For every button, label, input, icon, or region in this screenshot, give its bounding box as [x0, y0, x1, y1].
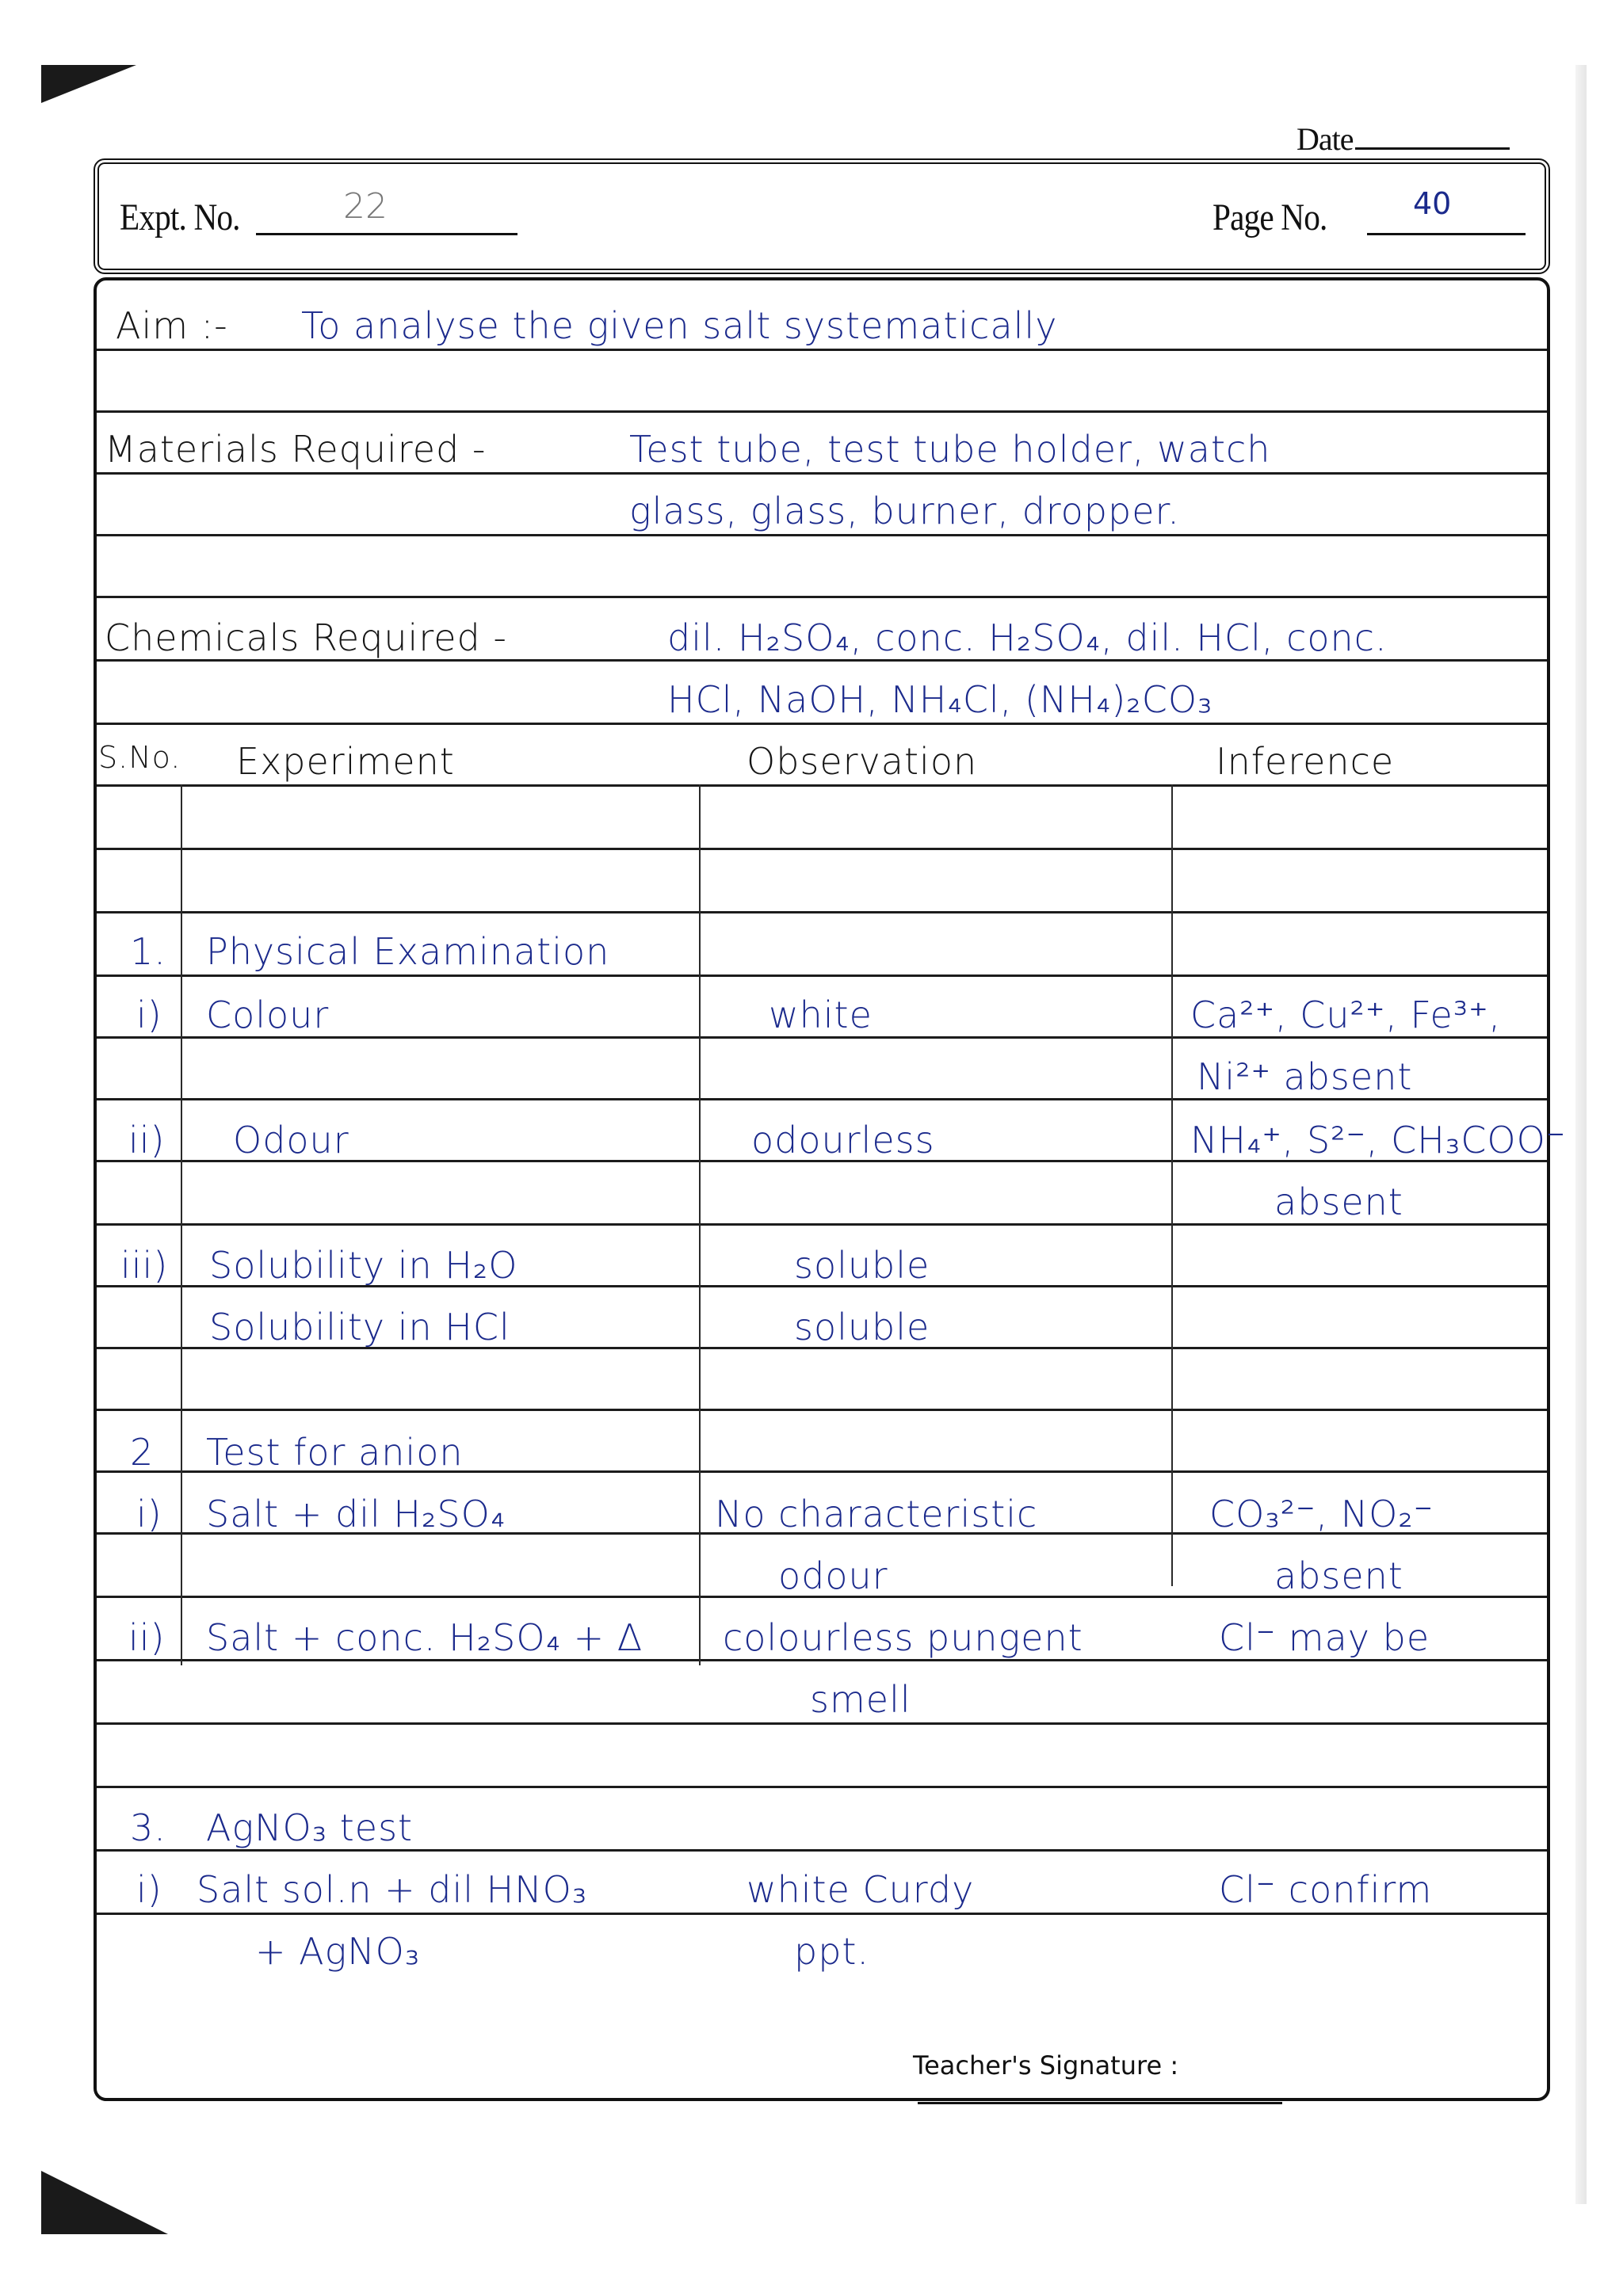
row-sno: i)	[136, 1868, 162, 1911]
row-inference: Cl⁻ may be	[1219, 1616, 1430, 1659]
section-3-number: 3.	[130, 1806, 166, 1849]
ruled-line	[97, 1722, 1547, 1725]
ruled-sheet	[94, 277, 1567, 2101]
scan-corner-artifact	[41, 2171, 168, 2234]
row-experiment: Solubility in HCl	[209, 1306, 510, 1348]
header-observation: Observation	[747, 740, 978, 783]
ruled-line	[97, 1223, 1547, 1226]
page-no-value: 40	[1367, 186, 1526, 235]
row-inference: CO₃²⁻, NO₂⁻	[1209, 1493, 1434, 1535]
scan-corner-artifact	[41, 65, 136, 103]
row-experiment: Salt sol.n + dil HNO₃	[197, 1868, 588, 1911]
section-2-title: Test for anion	[206, 1431, 464, 1474]
ruled-line	[97, 784, 1547, 787]
teacher-signature-field	[913, 2050, 1547, 2111]
column-divider	[1171, 784, 1173, 1586]
header-experiment: Experiment	[236, 740, 455, 783]
teacher-signature-value	[918, 2102, 1282, 2104]
aim-label: Aim :-	[116, 304, 228, 347]
row-observation: ppt.	[794, 1930, 870, 1973]
materials-line-1: Test tube, test tube holder, watch	[629, 428, 1271, 471]
row-observation: white Curdy	[747, 1868, 975, 1911]
ruled-line	[97, 1098, 1547, 1100]
chemicals-line-2: HCl, NaOH, NH₄Cl, (NH₄)₂CO₃	[667, 678, 1213, 721]
row-inference: NH₄⁺, S²⁻, CH₃COO⁻	[1190, 1119, 1567, 1161]
section-1-number: 1.	[130, 930, 166, 973]
row-inference: absent	[1274, 1180, 1403, 1223]
page-no-label: Page No.	[1212, 196, 1327, 238]
ruled-line	[97, 596, 1547, 598]
row-inference: Ca²⁺, Cu²⁺, Fe³⁺,	[1190, 994, 1502, 1036]
row-observation: No characteristic	[715, 1493, 1038, 1535]
experiment-header-box	[94, 158, 1550, 274]
row-inference: Ni²⁺ absent	[1197, 1055, 1413, 1098]
ruled-line	[97, 472, 1547, 475]
date-field	[1296, 120, 1510, 158]
scan-edge-shadow	[1575, 65, 1587, 2204]
row-experiment: Colour	[206, 994, 330, 1036]
row-sno: ii)	[128, 1616, 166, 1659]
row-sno: iii)	[120, 1244, 169, 1287]
ruled-line	[97, 349, 1547, 351]
ruled-line	[97, 974, 1547, 977]
row-observation: odourless	[751, 1119, 935, 1161]
ruled-line	[97, 410, 1547, 413]
row-observation: odour	[778, 1554, 888, 1597]
ruled-line	[97, 723, 1547, 725]
chemicals-line-1: dil. H₂SO₄, conc. H₂SO₄, dil. HCl, conc.	[667, 616, 1388, 659]
row-experiment: Salt + conc. H₂SO₄ + Δ	[206, 1616, 643, 1659]
ruled-line	[97, 848, 1547, 850]
ruled-line	[97, 1786, 1547, 1788]
row-experiment: + AgNO₃	[255, 1930, 421, 1973]
ruled-line	[97, 1849, 1547, 1852]
ruled-line	[97, 911, 1547, 913]
row-observation: white	[769, 994, 873, 1036]
section-2-number: 2	[130, 1431, 155, 1474]
row-observation: colourless pungent	[723, 1616, 1083, 1659]
column-divider	[181, 784, 182, 1665]
row-inference: Cl⁻ confirm	[1219, 1868, 1433, 1911]
row-observation: soluble	[794, 1306, 930, 1348]
row-observation: smell	[810, 1678, 911, 1721]
chemicals-label: Chemicals Required -	[105, 616, 507, 659]
ruled-line	[97, 1659, 1547, 1661]
ruled-line	[97, 659, 1547, 662]
ruled-line	[97, 1036, 1547, 1039]
teacher-signature-label: Teacher's Signature :	[913, 2050, 1179, 2081]
ruled-line	[97, 1913, 1547, 1915]
row-sno: i)	[136, 994, 162, 1036]
row-experiment: Solubility in H₂O	[209, 1244, 518, 1287]
row-experiment: Odour	[233, 1119, 349, 1161]
aim-text: To analyse the given salt systematically	[301, 304, 1058, 347]
materials-label: Materials Required -	[105, 428, 487, 471]
date-label: Date	[1296, 121, 1354, 157]
column-divider	[699, 784, 701, 1665]
header-inference: Inference	[1216, 740, 1395, 783]
expt-no-value: 22	[256, 186, 517, 235]
row-experiment: Salt + dil H₂SO₄	[206, 1493, 506, 1535]
date-value	[1355, 147, 1510, 150]
row-observation: soluble	[794, 1244, 930, 1287]
ruled-line	[97, 1409, 1547, 1411]
materials-line-2: glass, glass, burner, dropper.	[629, 490, 1180, 532]
row-sno: i)	[136, 1493, 162, 1535]
header-sno: S.No.	[98, 740, 181, 775]
row-inference: absent	[1274, 1554, 1403, 1597]
expt-no-label: Expt. No.	[120, 196, 240, 238]
ruled-line	[97, 534, 1547, 536]
section-1-title: Physical Examination	[206, 930, 610, 973]
row-sno: ii)	[128, 1119, 166, 1161]
section-3-title: AgNO₃ test	[206, 1806, 414, 1849]
